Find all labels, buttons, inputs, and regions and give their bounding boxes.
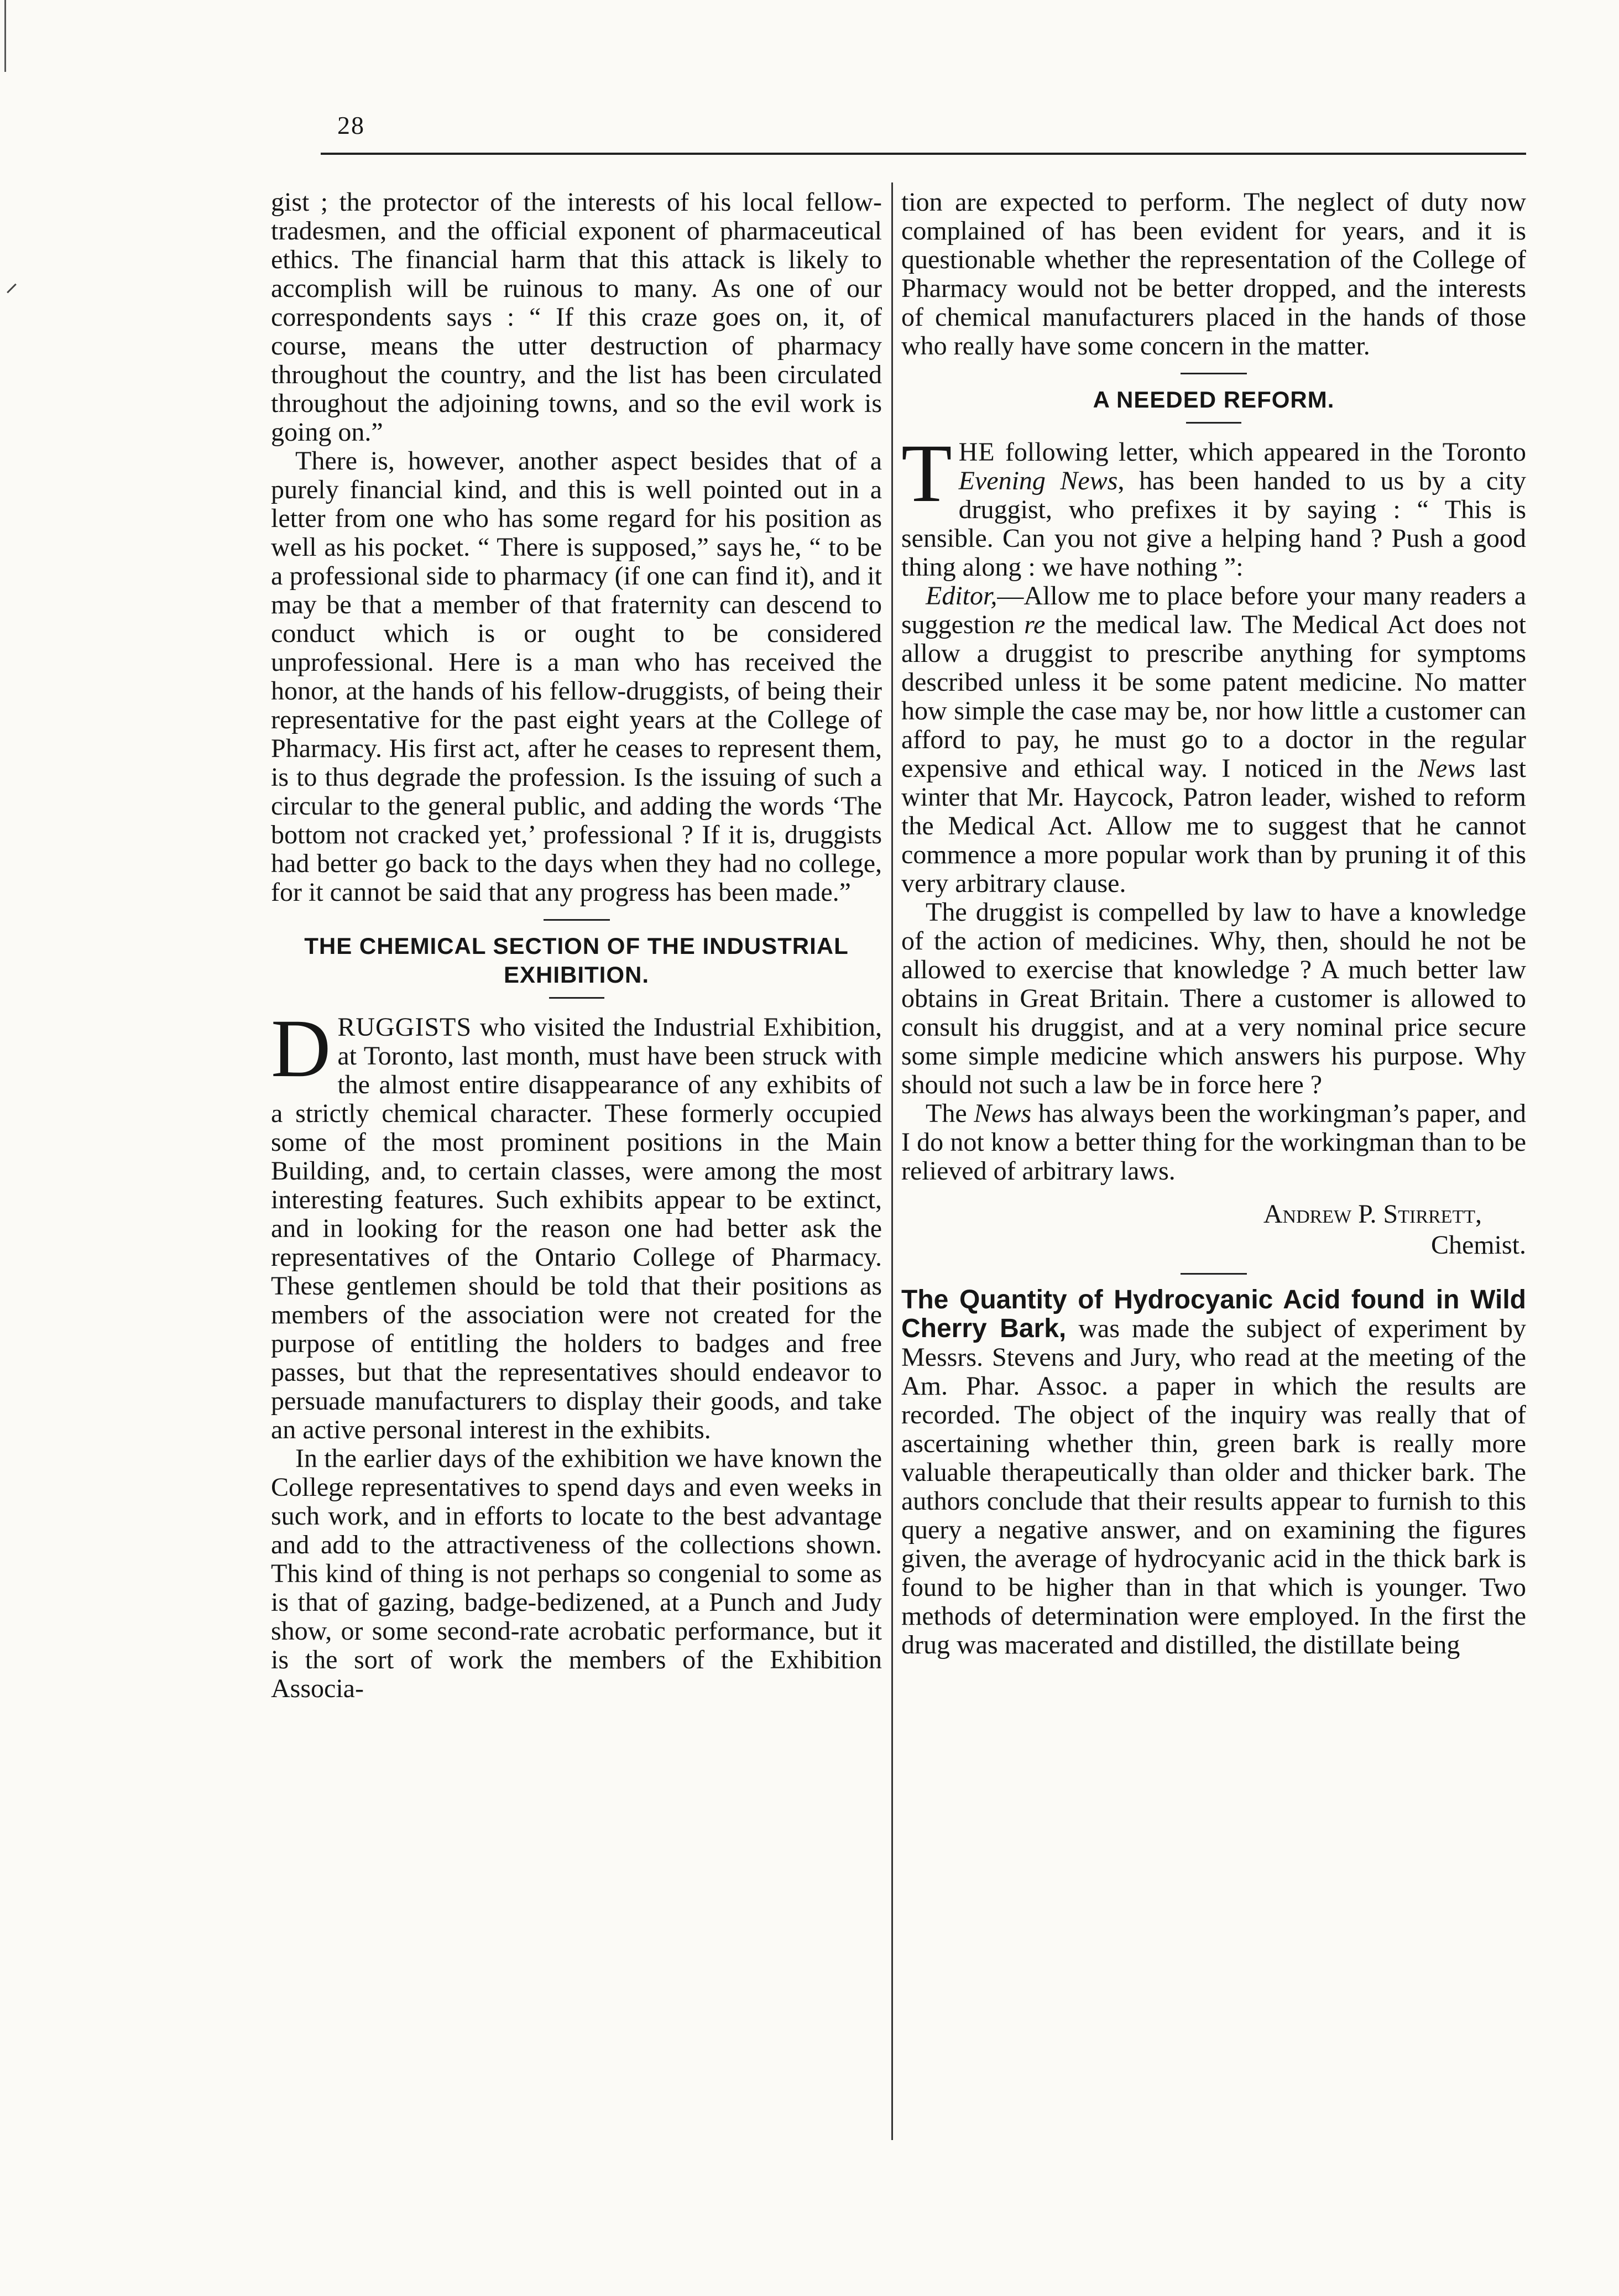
paragraph-text: —Allow me to place before your many readers a suggestion bbox=[901, 581, 1526, 639]
paragraph-text: the medical law. The Medical Act does not allow a druggist to prescribe anything for symptoms described unless it be some patent medicine. No matter how simple the case may be, nor how little a customer can afford to pay, he must go to a doctor in the regular expensive and ethical way. I noticed in the bbox=[901, 610, 1526, 783]
newspaper-name: News bbox=[974, 1099, 1032, 1128]
scan-margin-mark bbox=[4, 0, 6, 72]
signature-title: Chemist. bbox=[1430, 1230, 1526, 1260]
paragraph-text: , has been handed to us by a city druggist, who prefixes it by saying : “ This is sensible. Can you not give a helping hand ? Push a good thing along : we have nothing ”: bbox=[901, 466, 1526, 582]
right-paragraph-5 bbox=[901, 1099, 1526, 1186]
right-paragraph-1: tion are expected to perform. The neglect of duty now complained of has been evident for years, and it is questionable whether the representation of the College of Pharmacy would not be better dropped, and the interests of chemical manufacturers placed in the hands of those who really have some concern in the matter. bbox=[901, 188, 1526, 361]
newspaper-name: News bbox=[1418, 754, 1476, 783]
left-column bbox=[271, 188, 882, 2168]
heading-underline bbox=[1186, 422, 1241, 424]
paragraph-text: The bbox=[926, 1099, 974, 1128]
section-divider bbox=[1181, 1273, 1247, 1275]
paragraph-text: has always been the workingman’s paper, and I do not know a better thing for the workingman than to be relieved of arbitrary laws. bbox=[901, 1099, 1526, 1186]
left-paragraph-2: There is, however, another aspect besides that of a purely financial kind, and this is well pointed out in a letter from one who has some regard for his position as well as his pocket. “ There is supposed,” says he, “ to be a professional side to pharmacy (if one can find it), and it may be that a member of that fraternity can descend to conduct which is or ought to be considered unprofessional. Here is a man who has received the honor, at the hands of his fellow-druggists, of being their representative for the past eight years at the College of Pharmacy. His first act, after he ceases to represent them, is to thus degrade the profession. Is the issuing of such a circular to the general public, and adding the words ‘The bottom not cracked yet,’ professional ? If it is, druggists had better go back to the days when they had no college, for it cannot be said that any progress has been made.” bbox=[271, 446, 882, 907]
newspaper-name: Evening News bbox=[958, 466, 1118, 495]
paragraph-text: was made the subject of experiment by Messrs. Stevens and Jury, who read at the meeting of the Am. Phar. Assoc. a paper in which the results are recorded. The object of the inquiry was really that of ascertaining whether thin, green bark is really more valuable therapeutically than older and thicker bark. The authors conclude that their results appear to furnish to this query a negative answer, and on examining the figures given, the average of hydrocyanic acid in the thick bark is found to be higher than in that which is younger. Two methods of determination were employed. In the first the drug was macerated and distilled, the distillate being bbox=[901, 1314, 1526, 1660]
lead-in: RUGGISTS bbox=[337, 1013, 472, 1042]
right-paragraph-3 bbox=[901, 582, 1526, 898]
scan-margin-tick bbox=[7, 284, 17, 294]
left-paragraph-3 bbox=[271, 1003, 882, 1444]
right-paragraph-6 bbox=[901, 1286, 1526, 1660]
right-paragraph-2 bbox=[901, 427, 1526, 582]
page-number: 28 bbox=[337, 111, 365, 139]
column-divider bbox=[891, 182, 893, 2140]
section-heading-needed-reform: A NEEDED REFORM. bbox=[1093, 387, 1335, 413]
left-paragraph-1: gist ; the protector of the interests of his local fellow-tradesmen, and the official exponent of pharmaceutical ethics. The financial harm that this attack is likely to accomplish will be ruinous to many. As one of our correspondents says : “ If this craze goes on, it, of course, means the utter destruction of pharmacy throughout the country, and the list has been circulated throughout the adjoining towns, and so the evil work is going on.” bbox=[271, 188, 882, 447]
run-in-heading: The Quantity of Hydrocyanic Acid found in Wild Cherry Bark, bbox=[901, 1285, 1526, 1343]
paragraph-text: last winter that Mr. Haycock, Patron leader, wished to reform the Medical Act. Allow me to suggest that he cannot commence a more popular work than by pruning it of this very arbitrary clause. bbox=[901, 754, 1526, 898]
paragraph-text: who visited the Industrial Exhibition, at Toronto, last month, must have been struck with the almost entire disappearance of any exhibits of a strictly chemical character. These formerly occupied some of the most prominent positions in the Main Building, and, to certain classes, were among the most interesting features. Such exhibits appear to be extinct, and in looking for the reason one had better ask the representatives of the Ontario College of Pharmacy. These gentlemen should be told that their positions as members of the association were not created for the purpose of entitling the holders to badges and free passes, but that the representatives should endeavor to persuade manufacturers to display their goods, and take an active personal interest in the exhibits. bbox=[271, 1013, 882, 1444]
letter-signature bbox=[901, 1199, 1526, 1261]
drop-cap: T bbox=[901, 427, 952, 519]
left-paragraph-4: In the earlier days of the exhibition we have known the College representatives to spend days and even weeks in such work, and in efforts to locate to the best advantage and add to the attractiveness of the collections shown. This kind of thing is not perhaps so congenial to some as is that of gazing, badge-bedizened, at a Punch and Judy show, or some second-rate acrobatic performance, but it is the sort of work the members of the Exhibition Associa- bbox=[271, 1444, 882, 1703]
right-paragraph-4: The druggist is compelled by law to have a knowledge of the action of medicines. Why, then, should he not be allowed to exercise that knowledge ? A much better law obtains in Great Britain. There a customer is allowed to consult his druggist, and at a very nominal price secure some simple medicine which answers his purpose. Why should not such a law be in force here ? bbox=[901, 897, 1526, 1099]
italic-word: re bbox=[1024, 610, 1046, 639]
right-column bbox=[901, 188, 1526, 2168]
lead-in: HE bbox=[958, 437, 995, 467]
signature-name: Andrew P. Stirrett, bbox=[1263, 1199, 1482, 1229]
paragraph-text: following letter, which appeared in the Toronto bbox=[995, 437, 1526, 467]
heading-underline bbox=[549, 997, 604, 999]
drop-cap: D bbox=[271, 1003, 331, 1094]
section-heading-chemical-section: THE CHEMICAL SECTION OF THE INDUSTRIAL EXHIBITION. bbox=[304, 933, 849, 988]
header-rule bbox=[321, 153, 1526, 155]
section-divider bbox=[544, 919, 610, 921]
section-divider bbox=[1181, 373, 1247, 374]
salutation: Editor, bbox=[926, 581, 997, 610]
